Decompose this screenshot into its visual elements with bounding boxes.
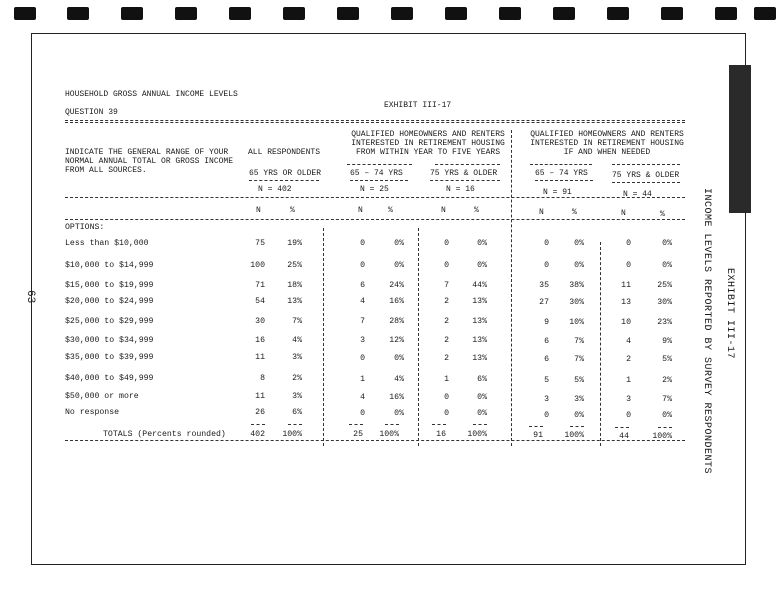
count-cell: 0 [360, 261, 365, 270]
percent-cell: 2% [292, 374, 302, 383]
count-cell: 10 [621, 318, 631, 327]
count-cell: 4 [360, 393, 365, 402]
percent-cell: 0% [662, 261, 672, 270]
count-cell: 1 [360, 375, 365, 384]
percent-cell: 24% [389, 281, 404, 290]
subgroup-label: 65 – 74 YRS [350, 169, 403, 178]
row-label: $10,000 to $14,999 [65, 261, 154, 270]
subheading-rule [347, 164, 412, 165]
percent-cell: 0% [477, 261, 487, 270]
binder-hole [445, 7, 467, 20]
subtotal-rule [385, 424, 399, 425]
count-cell: 2 [444, 297, 449, 306]
subgroup-label: 75 YRS & OLDER [612, 171, 680, 180]
subheading-rule [612, 182, 680, 183]
subgroup-label: 75 YRS & OLDER [430, 169, 498, 178]
count-cell: 0 [544, 261, 549, 270]
totals-label: TOTALS (Percents rounded) [103, 430, 226, 439]
subtotal-rule [288, 424, 302, 425]
subheading-rule [350, 180, 408, 181]
binder-hole [121, 7, 143, 20]
count-cell: 7 [444, 281, 449, 290]
subheading-rule [435, 164, 500, 165]
row-label: $40,000 to $49,999 [65, 374, 154, 383]
percent-cell: 7% [574, 355, 584, 364]
subheading-rule [535, 180, 593, 181]
percent-cell: 18% [287, 281, 302, 290]
group2-heading: QUALIFIED HOMEOWNERS AND RENTERS INTERESTED IN RETIREMENT HOUSING IF AND WHEN NEEDED [530, 130, 684, 157]
count-cell: 3 [544, 395, 549, 404]
percent-cell: 0% [574, 261, 584, 270]
count-cell: 16 [255, 336, 265, 345]
binder-hole [229, 7, 251, 20]
pct-column-label: % [474, 206, 479, 215]
percent-cell: 6% [292, 408, 302, 417]
count-cell: 1 [626, 376, 631, 385]
binder-hole [67, 7, 89, 20]
row-label: $30,000 to $34,999 [65, 336, 154, 345]
count-cell: 100 [250, 261, 265, 270]
count-cell: 27 [539, 298, 549, 307]
count-cell: 0 [626, 239, 631, 248]
total-percent-cell: 100% [652, 432, 672, 441]
percent-cell: 0% [477, 393, 487, 402]
subtotal-rule [349, 424, 363, 425]
percent-cell: 9% [662, 337, 672, 346]
count-cell: 0 [626, 261, 631, 270]
count-cell: 4 [626, 337, 631, 346]
subtotal-rule [570, 426, 584, 427]
subtotal-rule [432, 424, 446, 425]
row-label: No response [65, 408, 120, 417]
binder-hole [607, 7, 629, 20]
count-cell: 0 [544, 239, 549, 248]
count-cell: 0 [444, 393, 449, 402]
count-cell: 30 [255, 317, 265, 326]
n-column-label: N [621, 209, 626, 218]
percent-cell: 19% [287, 239, 302, 248]
binder-hole [499, 7, 521, 20]
count-cell: 54 [255, 297, 265, 306]
percent-cell: 25% [657, 281, 672, 290]
header-rule [65, 219, 685, 220]
binder-hole [14, 7, 36, 20]
percent-cell: 0% [394, 409, 404, 418]
count-cell: 7 [360, 317, 365, 326]
count-cell: 26 [255, 408, 265, 417]
percent-cell: 28% [389, 317, 404, 326]
percent-cell: 0% [662, 411, 672, 420]
binder-holes [14, 7, 774, 21]
exhibit-label: EXHIBIT III-17 [384, 101, 452, 110]
percent-cell: 30% [657, 298, 672, 307]
total-percent-cell: 100% [564, 431, 584, 440]
count-cell: 13 [621, 298, 631, 307]
percent-cell: 16% [389, 393, 404, 402]
count-cell: 11 [255, 392, 265, 401]
count-cell: 0 [444, 261, 449, 270]
pct-column-label: % [572, 208, 577, 217]
row-label: $15,000 to $19,999 [65, 281, 154, 290]
count-cell: 0 [444, 409, 449, 418]
subtotal-rule [473, 424, 487, 425]
percent-cell: 3% [574, 395, 584, 404]
count-cell: 0 [544, 411, 549, 420]
count-cell: 2 [444, 317, 449, 326]
percent-cell: 0% [477, 239, 487, 248]
group1-heading: QUALIFIED HOMEOWNERS AND RENTERS INTERESTED IN RETIREMENT HOUSING FROM WITHIN YEAR TO FIVE YEARS [351, 130, 505, 157]
percent-cell: 6% [477, 375, 487, 384]
total-percent-cell: 100% [282, 430, 302, 439]
binder-hole [391, 7, 413, 20]
count-cell: 0 [360, 409, 365, 418]
percent-cell: 5% [662, 355, 672, 364]
n-column-label: N [539, 208, 544, 217]
row-label: $20,000 to $24,999 [65, 297, 154, 306]
row-label: $25,000 to $29,999 [65, 317, 154, 326]
count-cell: 1 [444, 375, 449, 384]
subheading-rule [249, 180, 319, 181]
subtotal-rule [658, 427, 672, 428]
subheading-rule [530, 164, 592, 165]
row-label: $50,000 or more [65, 392, 139, 401]
total-count-cell: 25 [353, 430, 363, 439]
sample-size: N = 91 [543, 188, 572, 197]
percent-cell: 5% [574, 376, 584, 385]
count-cell: 3 [360, 336, 365, 345]
count-cell: 0 [360, 354, 365, 363]
percent-cell: 0% [662, 239, 672, 248]
percent-cell: 4% [394, 375, 404, 384]
count-cell: 2 [444, 354, 449, 363]
total-count-cell: 44 [619, 432, 629, 441]
count-cell: 11 [255, 353, 265, 362]
percent-cell: 7% [662, 395, 672, 404]
percent-cell: 3% [292, 353, 302, 362]
sample-size: N = 44 [623, 190, 652, 199]
pct-column-label: % [660, 210, 665, 219]
percent-cell: 7% [292, 317, 302, 326]
percent-cell: 13% [472, 354, 487, 363]
total-percent-cell: 100% [467, 430, 487, 439]
subheading-rule [612, 164, 680, 165]
percent-cell: 0% [477, 409, 487, 418]
percent-cell: 16% [389, 297, 404, 306]
percent-cell: 38% [569, 281, 584, 290]
sample-size: N = 402 [258, 185, 292, 194]
count-cell: 6 [360, 281, 365, 290]
count-cell: 71 [255, 281, 265, 290]
percent-cell: 10% [569, 318, 584, 327]
binder-hole [553, 7, 575, 20]
row-label: $35,000 to $39,999 [65, 353, 154, 362]
count-cell: 0 [360, 239, 365, 248]
subtotal-rule [251, 424, 265, 425]
binder-hole [715, 7, 737, 20]
side-exhibit-title: EXHIBIT III-17 [724, 268, 735, 360]
header-rule [65, 197, 685, 198]
side-exhibit-subtitle: INCOME LEVELS REPORTED BY SURVEY RESPONDENTS [701, 188, 712, 475]
percent-cell: 0% [394, 261, 404, 270]
count-cell: 9 [544, 318, 549, 327]
n-column-label: N [358, 206, 363, 215]
sample-size: N = 16 [446, 185, 475, 194]
total-count-cell: 16 [436, 430, 446, 439]
percent-cell: 0% [394, 354, 404, 363]
count-cell: 11 [621, 281, 631, 290]
percent-cell: 0% [574, 239, 584, 248]
table-title: HOUSEHOLD GROSS ANNUAL INCOME LEVELS [65, 90, 238, 99]
column-divider [323, 228, 324, 446]
count-cell: 2 [626, 355, 631, 364]
total-percent-cell: 100% [379, 430, 399, 439]
totals-rule [65, 440, 685, 441]
percent-cell: 23% [657, 318, 672, 327]
count-cell: 5 [544, 376, 549, 385]
count-cell: 6 [544, 355, 549, 364]
count-cell: 0 [626, 411, 631, 420]
count-cell: 35 [539, 281, 549, 290]
percent-cell: 12% [389, 336, 404, 345]
all-respondents-heading: ALL RESPONDENTS [248, 148, 321, 157]
percent-cell: 25% [287, 261, 302, 270]
question-prompt: INDICATE THE GENERAL RANGE OF YOUR NORMAL ANNUAL TOTAL OR GROSS INCOME FROM ALL SOURCES. [65, 148, 234, 175]
page-edge-tab [729, 65, 751, 213]
sample-size: N = 25 [360, 185, 389, 194]
row-label: Less than $10,000 [65, 239, 149, 248]
count-cell: 2 [444, 336, 449, 345]
binder-hole [754, 7, 776, 20]
total-count-cell: 91 [533, 431, 543, 440]
total-count-cell: 402 [250, 430, 265, 439]
percent-cell: 2% [662, 376, 672, 385]
binder-hole [175, 7, 197, 20]
count-cell: 3 [626, 395, 631, 404]
percent-cell: 3% [292, 392, 302, 401]
subtotal-rule [615, 427, 629, 428]
count-cell: 75 [255, 239, 265, 248]
subtotal-rule [529, 426, 543, 427]
subgroup-label: 65 – 74 YRS [535, 169, 588, 178]
percent-cell: 13% [472, 336, 487, 345]
count-cell: 6 [544, 337, 549, 346]
binder-hole [661, 7, 683, 20]
binder-hole [337, 7, 359, 20]
percent-cell: 7% [574, 337, 584, 346]
count-cell: 0 [444, 239, 449, 248]
percent-cell: 44% [472, 281, 487, 290]
count-cell: 4 [360, 297, 365, 306]
subgroup-label: 65 YRS OR OLDER [249, 169, 322, 178]
percent-cell: 0% [574, 411, 584, 420]
question-number: QUESTION 39 [65, 108, 118, 117]
pct-column-label: % [388, 206, 393, 215]
pct-column-label: % [290, 206, 295, 215]
page-number: 63 [24, 290, 36, 304]
percent-cell: 30% [569, 298, 584, 307]
n-column-label: N [256, 206, 261, 215]
options-label: OPTIONS: [65, 223, 105, 232]
percent-cell: 13% [472, 317, 487, 326]
percent-cell: 4% [292, 336, 302, 345]
count-cell: 8 [260, 374, 265, 383]
subheading-rule [430, 180, 500, 181]
binder-hole [283, 7, 305, 20]
header-double-rule [65, 120, 685, 123]
percent-cell: 0% [394, 239, 404, 248]
percent-cell: 13% [472, 297, 487, 306]
percent-cell: 13% [287, 297, 302, 306]
n-column-label: N [441, 206, 446, 215]
